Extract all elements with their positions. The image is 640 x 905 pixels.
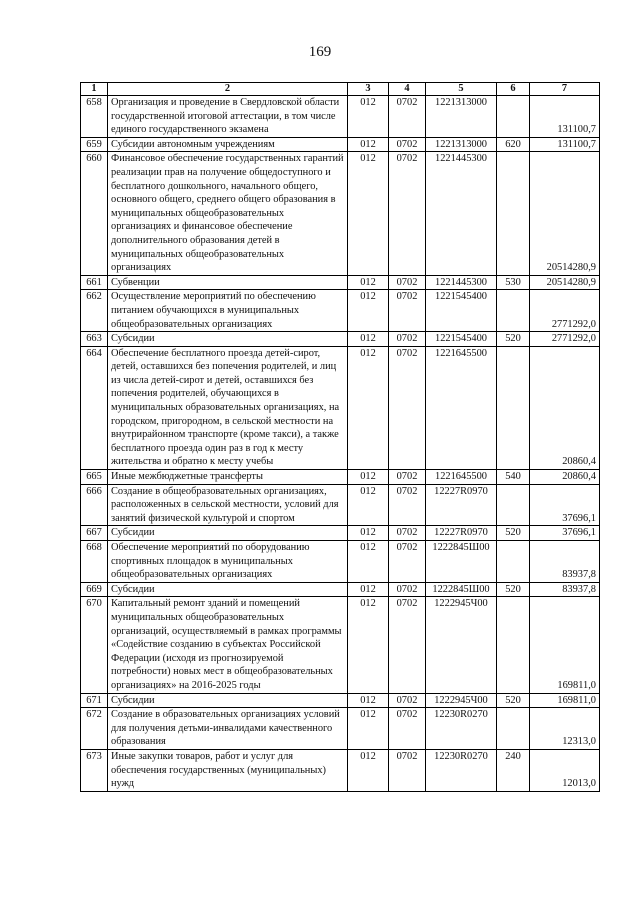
table-body (81, 96, 600, 792)
table-cell-col2: Финансовое обеспечение государственных гарантий реализации прав на получение общедоступного и бесплатного дошкольного, начального общего, основного общего, среднего общего образования в муниципальных общеобразовательных организациях и финансовое обеспечение дополнительного образования детей в муниципальных общеобразовательных организациях (108, 152, 348, 275)
table-cell-col6: 520 (497, 332, 530, 347)
table-cell-col1: 663 (81, 332, 108, 347)
table-cell-col3: 012 (348, 275, 389, 290)
table-cell-col6 (497, 541, 530, 583)
page-number: 169 (308, 44, 332, 60)
table-cell-col2: Обеспечение мероприятий по оборудованию спортивных площадок в муниципальных общеобразовательных организациях (108, 541, 348, 583)
table-cell-col6 (497, 484, 530, 526)
table-row (81, 693, 600, 708)
table-cell-col4: 0702 (389, 749, 426, 791)
table-cell-col2: Осуществление мероприятий по обеспечению питанием обучающихся в муниципальных общеобразовательных организациях (108, 290, 348, 332)
table-cell-col3: 012 (348, 137, 389, 152)
table-cell-col3: 012 (348, 541, 389, 583)
table-cell-col4: 0702 (389, 290, 426, 332)
table-cell-col4: 0702 (389, 541, 426, 583)
table-row (81, 470, 600, 485)
table-cell-col2: Создание в образовательных организациях условий для получения детьми-инвалидами качественного образования (108, 708, 348, 750)
table-cell-col6: 520 (497, 526, 530, 541)
table-cell-col2: Субсидии автономным учреждениям (108, 137, 348, 152)
table-cell-col6: 520 (497, 693, 530, 708)
table-cell-col2: Создание в общеобразовательных организациях, расположенных в сельской местности, условий для занятий физической культурой и спортом (108, 484, 348, 526)
table-row (81, 597, 600, 693)
table-cell-col7: 2771292,0 (530, 290, 600, 332)
table-cell-col3: 012 (348, 290, 389, 332)
table-row (81, 541, 600, 583)
table-cell-col7: 20860,4 (530, 346, 600, 469)
table-cell-col2: Субвенции (108, 275, 348, 290)
table-cell-col6 (497, 346, 530, 469)
table-cell-col2: Иные закупки товаров, работ и услуг для обеспечения государственных (муниципальных) нужд (108, 749, 348, 791)
table-cell-col7: 12013,0 (530, 749, 600, 791)
table-cell-col7: 83937,8 (530, 541, 600, 583)
table-cell-col6 (497, 152, 530, 275)
table-cell-col1: 671 (81, 693, 108, 708)
table-cell-col2: Субсидии (108, 693, 348, 708)
table-row (81, 332, 600, 347)
table-cell-col1: 659 (81, 137, 108, 152)
table-cell-col5: 12230R0270 (426, 749, 497, 791)
table-cell-col2: Капитальный ремонт зданий и помещений муниципальных общеобразовательных организаций, осуществляемый в рамках программы «Содействие созданию в субъектах Российской Федерации (исходя из прогнозируемой потребности) новых мест в общеобразовательных организациях» на 2016-2025 годы (108, 597, 348, 693)
table-cell-col4: 0702 (389, 693, 426, 708)
table-cell-col5: 1221445300 (426, 275, 497, 290)
table-cell-col7: 169811,0 (530, 693, 600, 708)
table-cell-col7: 20514280,9 (530, 152, 600, 275)
column-header-4: 4 (389, 83, 426, 96)
table-cell-col7: 2771292,0 (530, 332, 600, 347)
table-cell-col4: 0702 (389, 332, 426, 347)
table-cell-col3: 012 (348, 749, 389, 791)
table-cell-col7: 20860,4 (530, 470, 600, 485)
table-row (81, 526, 600, 541)
table-row (81, 137, 600, 152)
table-row (81, 484, 600, 526)
table-row (81, 275, 600, 290)
table-cell-col1: 661 (81, 275, 108, 290)
table-row (81, 749, 600, 791)
table-cell-col6: 530 (497, 275, 530, 290)
table-cell-col5: 12230R0270 (426, 708, 497, 750)
table-cell-col2: Обеспечение бесплатного проезда детей-сирот, детей, оставшихся без попечения родителей, и лиц из числа детей-сирот и детей, оставшихся без попечения родителей, обучающихся в муниципальных образовательных организациях, на городском, пригородном, в сельской местности на внутрирайонном транспорте (кроме такси), а также бесплатного проезда один раз в год к месту жительства и обратно к месту учебы (108, 346, 348, 469)
table-row (81, 582, 600, 597)
table-cell-col1: 669 (81, 582, 108, 597)
table-cell-col7: 37696,1 (530, 484, 600, 526)
column-header-2: 2 (108, 83, 348, 96)
table-cell-col4: 0702 (389, 152, 426, 275)
table-cell-col7: 37696,1 (530, 526, 600, 541)
table-cell-col6: 620 (497, 137, 530, 152)
table-cell-col6 (497, 597, 530, 693)
table-cell-col3: 012 (348, 708, 389, 750)
table-row (81, 708, 600, 750)
table-cell-col2: Субсидии (108, 332, 348, 347)
table-cell-col3: 012 (348, 484, 389, 526)
table-cell-col7: 131100,7 (530, 137, 600, 152)
table-cell-col6 (497, 708, 530, 750)
table-row (81, 96, 600, 138)
table-cell-col1: 665 (81, 470, 108, 485)
table-cell-col6: 240 (497, 749, 530, 791)
table-cell-col1: 666 (81, 484, 108, 526)
budget-table (80, 82, 600, 792)
table-cell-col3: 012 (348, 526, 389, 541)
table-cell-col5: 1221545400 (426, 332, 497, 347)
table-cell-col5: 1222945Ч00 (426, 597, 497, 693)
table-cell-col1: 662 (81, 290, 108, 332)
table-cell-col5: 1221645500 (426, 346, 497, 469)
table-cell-col3: 012 (348, 470, 389, 485)
table-cell-col4: 0702 (389, 708, 426, 750)
column-header-5: 5 (426, 83, 497, 96)
table-cell-col5: 1221545400 (426, 290, 497, 332)
table-cell-col3: 012 (348, 96, 389, 138)
table-cell-col3: 012 (348, 693, 389, 708)
table-row (81, 290, 600, 332)
column-header-6: 6 (497, 83, 530, 96)
table-cell-col2: Иные межбюджетные трансферты (108, 470, 348, 485)
table-cell-col7: 83937,8 (530, 582, 600, 597)
table-cell-col5: 1221645500 (426, 470, 497, 485)
table-cell-col6 (497, 96, 530, 138)
table-cell-col1: 658 (81, 96, 108, 138)
table-cell-col3: 012 (348, 582, 389, 597)
table-cell-col6 (497, 290, 530, 332)
table-cell-col5: 12227R0970 (426, 526, 497, 541)
table-cell-col3: 012 (348, 152, 389, 275)
table-cell-col6: 540 (497, 470, 530, 485)
table-cell-col2: Организация и проведение в Свердловской области государственной итоговой аттестации, в том числе единого государственного экзамена (108, 96, 348, 138)
table-cell-col1: 672 (81, 708, 108, 750)
table-cell-col1: 664 (81, 346, 108, 469)
table-cell-col1: 660 (81, 152, 108, 275)
table-cell-col4: 0702 (389, 597, 426, 693)
table-cell-col2: Субсидии (108, 582, 348, 597)
table-cell-col6: 520 (497, 582, 530, 597)
table-cell-col7: 169811,0 (530, 597, 600, 693)
table-row (81, 346, 600, 469)
table-cell-col5: 1221445300 (426, 152, 497, 275)
table-cell-col5: 1221313000 (426, 137, 497, 152)
table-cell-col5: 1222845Ш00 (426, 582, 497, 597)
table-cell-col4: 0702 (389, 346, 426, 469)
header-row (81, 83, 600, 96)
table-cell-col3: 012 (348, 346, 389, 469)
table-cell-col1: 673 (81, 749, 108, 791)
table-cell-col3: 012 (348, 332, 389, 347)
table-cell-col5: 1222845Ш00 (426, 541, 497, 583)
table-cell-col4: 0702 (389, 470, 426, 485)
table-cell-col7: 131100,7 (530, 96, 600, 138)
table-cell-col4: 0702 (389, 484, 426, 526)
table-cell-col1: 670 (81, 597, 108, 693)
column-header-3: 3 (348, 83, 389, 96)
table-cell-col3: 012 (348, 597, 389, 693)
table-row (81, 152, 600, 275)
table-cell-col4: 0702 (389, 275, 426, 290)
table-cell-col4: 0702 (389, 96, 426, 138)
table-cell-col7: 20514280,9 (530, 275, 600, 290)
table-cell-col5: 1222945Ч00 (426, 693, 497, 708)
column-header-7: 7 (530, 83, 600, 96)
table-cell-col7: 12313,0 (530, 708, 600, 750)
table-cell-col4: 0702 (389, 526, 426, 541)
table-cell-col1: 667 (81, 526, 108, 541)
table-cell-col4: 0702 (389, 582, 426, 597)
table-cell-col5: 12227R0970 (426, 484, 497, 526)
table-cell-col2: Субсидии (108, 526, 348, 541)
column-header-1: 1 (81, 83, 108, 96)
table-cell-col4: 0702 (389, 137, 426, 152)
table-cell-col1: 668 (81, 541, 108, 583)
table-cell-col5: 1221313000 (426, 96, 497, 138)
